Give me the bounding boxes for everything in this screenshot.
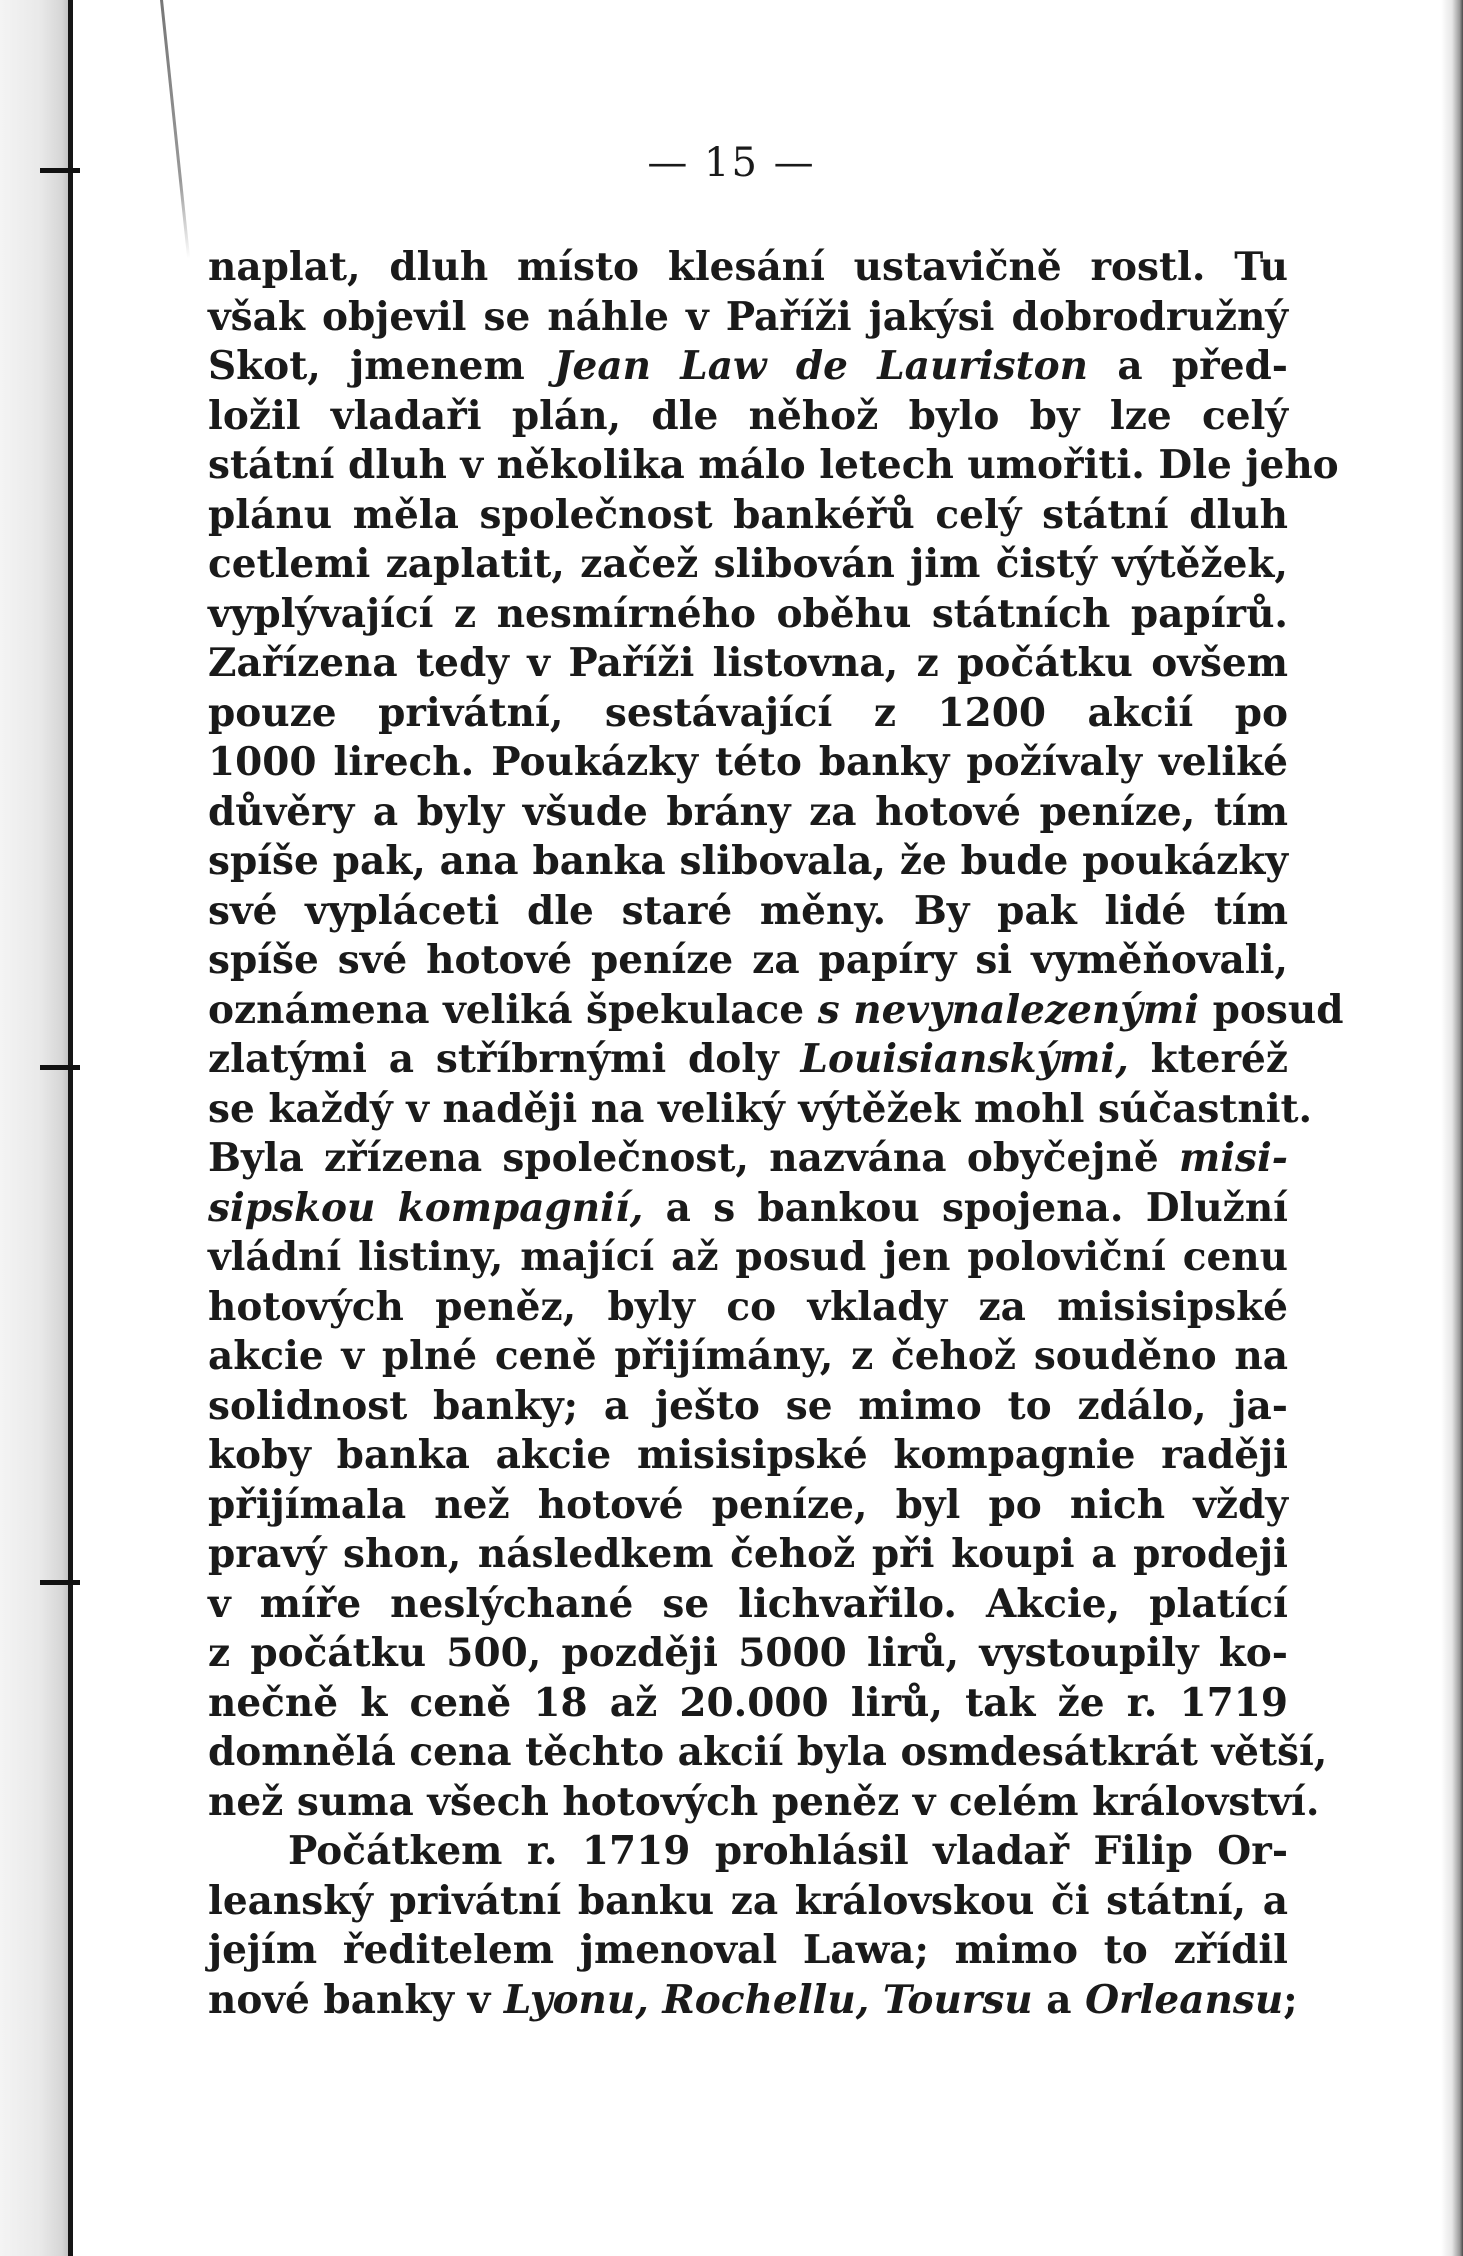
text-line — [208, 1926, 1288, 1976]
text-run: a — [1032, 1976, 1086, 2023]
paragraph — [208, 243, 1344, 1827]
text-run: hotových peněz, byly co vklady za misisipské — [208, 1283, 1288, 1330]
text-line — [208, 1184, 1288, 1234]
text-run: své vypláceti dle staré měny. By pak lidé tím — [208, 887, 1288, 934]
text-line — [208, 243, 1288, 293]
italic-name: Jean Law de Lauriston — [554, 343, 1088, 389]
text-run: leanský privátní banku za královskou či státní, a — [208, 1877, 1288, 1924]
italic-name: Lyonu, Rochellu, Toursu — [503, 1976, 1033, 2023]
text-line — [208, 1382, 1288, 1432]
text-line — [208, 293, 1288, 343]
text-line — [208, 540, 1288, 590]
text-run: vládní listiny, mající až posud jen poloviční cenu — [208, 1234, 1288, 1280]
text-run: vyplývající z nesmírného oběhu státních papírů. — [208, 590, 1288, 637]
text-run: naplat, dluh místo klesání ustavičně rostl. Tu — [208, 244, 1288, 290]
text-run: nové banky v — [208, 1976, 504, 2023]
text-run: zlatými a stříbrnými doly — [208, 1036, 801, 1082]
text-line — [208, 1035, 1288, 1085]
text-line — [208, 1976, 1298, 2026]
text-run: ložil vladaři plán, dle něhož bylo by lze celý — [208, 392, 1288, 439]
text-line — [208, 887, 1288, 937]
text-run: z počátku 500, později 5000 lirů, vystoupily ko- — [208, 1630, 1288, 1676]
text-line — [208, 342, 1288, 392]
text-run: oznámena veliká špekulace — [208, 986, 818, 1033]
text-line — [208, 441, 1339, 491]
text-run: ; — [1283, 1976, 1298, 2023]
text-run: Zařízena tedy v Paříži listovna, z počátku ovšem — [208, 640, 1288, 686]
text-line — [208, 1778, 1320, 1828]
text-line — [208, 1431, 1288, 1481]
text-line — [208, 1827, 1288, 1877]
text-line — [208, 392, 1288, 442]
paper-fold — [160, 0, 190, 259]
text-line — [208, 689, 1288, 739]
italic-name: s nevynalezenými — [817, 986, 1200, 1033]
text-run: pravý shon, následkem čehož při koupi a prodeji — [208, 1531, 1288, 1577]
text-run: jejím ředitelem jmenoval Lawa; mimo to zřídil — [208, 1927, 1288, 1973]
text-run: kteréž — [1128, 1036, 1288, 1082]
text-line — [208, 1283, 1288, 1333]
text-line — [208, 936, 1288, 986]
body-text — [208, 243, 1344, 2025]
paragraph — [208, 1827, 1298, 2025]
margin-mark — [40, 1580, 80, 1585]
text-line — [208, 491, 1288, 541]
text-line — [208, 1481, 1288, 1531]
text-run: plánu měla společnost bankéřů celý státní dluh — [208, 491, 1288, 538]
text-run: posud — [1199, 986, 1344, 1033]
text-run: pouze privátní, sestávající z 1200 akcií po — [208, 689, 1288, 736]
text-run: 1000 lirech. Poukázky této banky požívaly veliké — [208, 739, 1288, 785]
text-run: domnělá cena těchto akcií byla osmdesátkrát větší, — [208, 1729, 1328, 1775]
text-run: solidnost banky; a ješto se mimo to zdálo, ja- — [208, 1382, 1288, 1429]
margin-mark — [40, 1065, 80, 1070]
italic-name: sipskou kompagnií, — [208, 1184, 644, 1231]
text-run: koby banka akcie misisipské kompagnie raději — [208, 1432, 1288, 1478]
text-run: státní dluh v několika málo letech umořiti. Dle jeho — [208, 442, 1339, 488]
text-run: v míře neslýchané se lichvařilo. Akcie, platící — [208, 1580, 1288, 1627]
text-run: a před- — [1088, 343, 1288, 389]
text-line — [208, 1629, 1288, 1679]
text-line — [208, 1877, 1288, 1927]
text-run: akcie v plné ceně přijímány, z čehož souděno na — [208, 1333, 1288, 1379]
text-run: přijímala než hotové peníze, byl po nich vždy — [208, 1481, 1288, 1528]
text-run: Počátkem r. 1719 prohlásil vladař Filip Or- — [288, 1828, 1288, 1874]
page-right-edge — [1441, 0, 1463, 2256]
text-line — [208, 1233, 1288, 1283]
text-run: spíše své hotové peníze za papíry si vyměňovali, — [208, 937, 1288, 983]
text-line — [208, 738, 1288, 788]
text-line — [208, 1728, 1328, 1778]
text-run: cetlemi zaplatit, začež slibován jim čistý výtěžek, — [208, 541, 1288, 587]
text-line — [208, 837, 1288, 887]
text-run: Byla zřízena společnost, nazvána obyčejně — [208, 1135, 1179, 1181]
italic-name: misi- — [1178, 1135, 1288, 1181]
text-line — [208, 1580, 1288, 1630]
text-line — [208, 788, 1288, 838]
text-line — [208, 1085, 1313, 1135]
text-run: však objevil se náhle v Paříži jakýsi dobrodružný — [208, 293, 1288, 340]
text-line — [208, 639, 1288, 689]
text-line — [208, 1134, 1288, 1184]
text-line — [208, 1332, 1288, 1382]
text-line — [208, 986, 1344, 1036]
text-run: se každý v naději na veliký výtěžek mohl súčastnit. — [208, 1085, 1313, 1132]
text-run: a s bankou spojena. Dlužní — [643, 1184, 1288, 1231]
page-number: — 15 — — [647, 140, 816, 186]
italic-name: Orleansu — [1085, 1976, 1284, 2023]
text-run: než suma všech hotových peněz v celém království. — [208, 1778, 1320, 1825]
text-run: nečně k ceně 18 až 20.000 lirů, tak že r. 1719 — [208, 1679, 1288, 1726]
text-run: důvěry a byly všude brány za hotové peníze, tím — [208, 788, 1288, 835]
text-line — [208, 590, 1288, 640]
text-line — [208, 1679, 1288, 1729]
text-line — [208, 1530, 1288, 1580]
text-run: Skot, jmenem — [208, 343, 555, 389]
text-run: spíše pak, ana banka slibovala, že bude poukázky — [208, 838, 1288, 884]
italic-name: Louisianskými, — [800, 1036, 1129, 1082]
page-gutter — [0, 0, 70, 2256]
binding-edge — [68, 0, 73, 2256]
